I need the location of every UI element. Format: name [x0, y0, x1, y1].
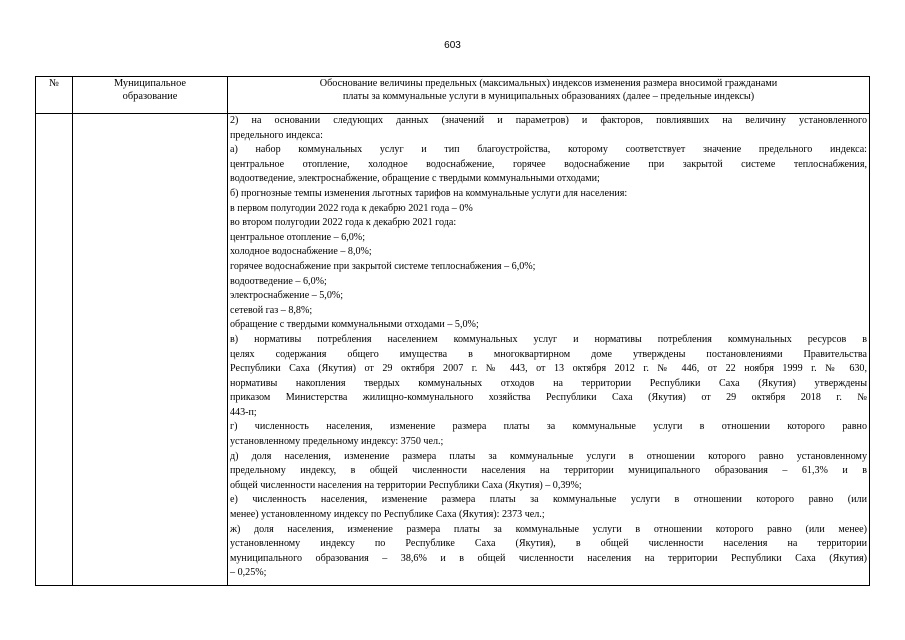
indices-table [35, 76, 870, 586]
justification-line: холодное водоснабжение – 8,0%; [230, 246, 372, 258]
justification-line: приказом Министерства жилищно-коммунального хозяйства Республики Саха (Якутия) от 29 октября 2018 г. № [230, 392, 867, 404]
justification-line: б) прогнозные темпы изменения льготных тарифов на коммунальные услуги для населения: [230, 187, 628, 199]
page-number: 603 [444, 40, 461, 51]
justification-line: целях содержания общего имущества в многоквартирном доме утверждены постановлениями Правительства [230, 348, 867, 360]
justification-line: установленному предельному индексу: 3750 чел.; [230, 436, 444, 448]
header-justification-line2: платы за коммунальные услуги в муниципальных образованиях (далее – предельные индексы) [342, 91, 755, 102]
row-justification-cell [228, 114, 870, 586]
row-municipality-cell [73, 114, 228, 586]
header-municipality-line2: образование [122, 91, 178, 102]
justification-line: менее) установленному индексу по Республике Саха (Якутия): 2373 чел.; [230, 509, 545, 521]
justification-line: в первом полугодии 2022 года к декабрю 2021 года – 0% [230, 202, 473, 214]
justification-line: г) численность населения, изменение размера платы за коммунальные услуги в отношении которого равно [230, 421, 867, 433]
header-municipality-line1: Муниципальное [113, 78, 187, 89]
justification-line: е) численность населения, изменение размера платы за коммунальные услуги в отношении которого равно (или [230, 494, 867, 506]
justification-line: 443-п; [230, 406, 257, 418]
justification-line: нормативы накопления твердых коммунальных отходов на территории Республики Саха (Якутия) утверждены [230, 377, 867, 389]
header-justification [228, 77, 870, 114]
justification-line: сетевой газ – 8,8%; [230, 304, 313, 316]
justification-line: электроснабжение – 5,0%; [230, 290, 344, 302]
table-header-row [36, 77, 870, 114]
table-row [36, 114, 870, 586]
justification-line: водоотведение – 6,0%; [230, 275, 327, 287]
justification-line: 2) на основании следующих данных (значений и параметров) и факторов, повлиявших на величину установленного [230, 115, 867, 126]
justification-line: центральное отопление – 6,0%; [230, 231, 366, 243]
justification-line: горячее водоснабжение при закрытой системе теплоснабжения – 6,0%; [230, 260, 536, 272]
justification-line: общей численности населения на территории Республики Саха (Якутия) – 0,39%; [230, 479, 582, 491]
justification-line: во втором полугодии 2022 года к декабрю 2021 года: [230, 217, 457, 229]
justification-line: муниципального образования – 38,6% и в общей численности населения на территории Республики Саха (Якутия) [230, 552, 867, 564]
header-municipality [73, 77, 228, 114]
justification-line: центральное отопление, холодное водоснабжение, горячее водоснабжение при закрытой системе теплоснабжения, [230, 158, 867, 170]
header-num: № [36, 77, 73, 114]
justification-line: ж) доля населения, изменение размера платы за коммунальные услуги в отношении которого равно (или менее) [230, 523, 867, 535]
justification-line: предельного индекса: [230, 129, 323, 141]
justification-line: установленному индексу по Республике Саха (Якутия), в общей численности населения на территории [230, 538, 867, 550]
justification-line: д) доля населения, изменение размера платы за коммунальные услуги в отношении которого равно установленному [230, 450, 867, 462]
justification-line: а) набор коммунальных услуг и тип благоустройства, которому соответствует значение предельного индекса: [230, 144, 867, 156]
justification-line: – 0,25%; [230, 567, 267, 579]
row-num-cell [36, 114, 73, 586]
justification-line: в) нормативы потребления населением коммунальных услуг и нормативы потребления коммунальных ресурсов в [230, 333, 867, 345]
justification-line: водоотведение, электроснабжение, обращение с твердыми коммунальными отходами; [230, 173, 600, 185]
justification-line: предельному индексу, в общей численности населения на территории муниципального образования – 61,3% и в [230, 465, 867, 477]
header-justification-line1: Обоснование величины предельных (максимальных) индексов изменения размера вносимой гражданами [319, 78, 778, 89]
justification-line: обращение с твердыми коммунальными отходами – 5,0%; [230, 319, 479, 331]
justification-line: Республики Саха (Якутия) от 29 октября 2007 г. № 443, от 13 октября 2012 г. № 446, от 22 ноября 1999 г. № 630, [230, 363, 867, 375]
